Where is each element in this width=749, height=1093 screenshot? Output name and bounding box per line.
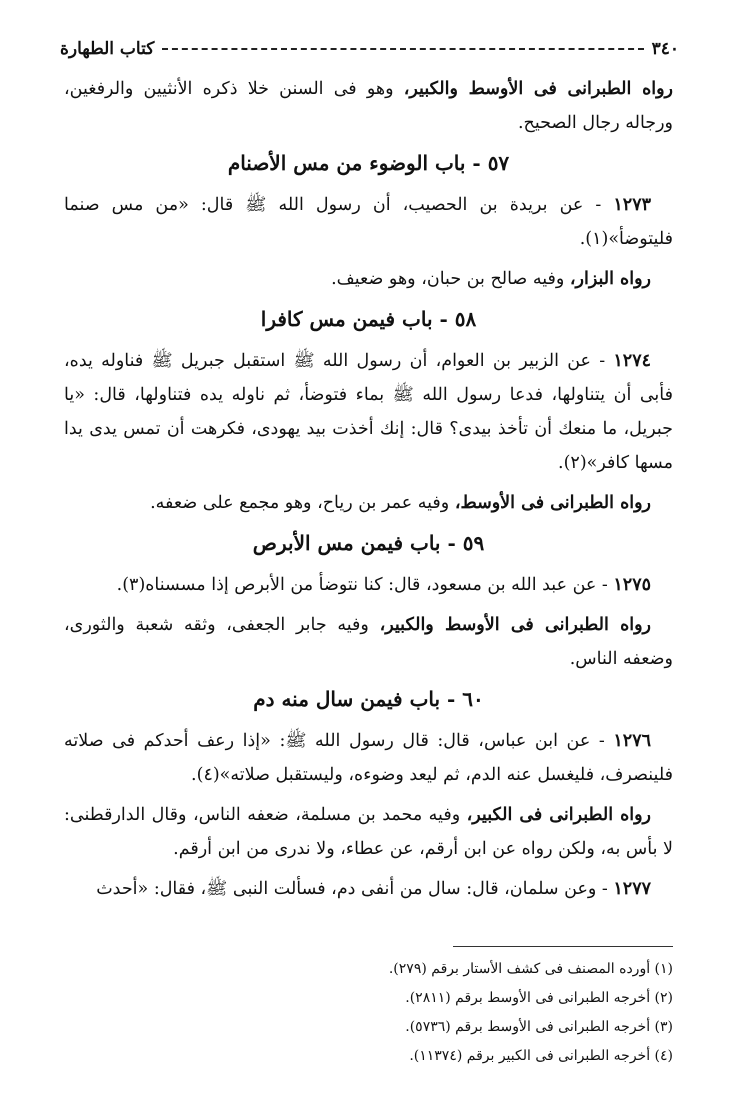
page-number: ٣٤٠ xyxy=(651,39,679,59)
narration-text: وفيه محمد بن مسلمة، ضعفه الناس، وقال الدارقطنى: لا بأس به، ولكن رواه عن ابن أرقم، عن عطاء، ولا ندرى من ابن أرقم. xyxy=(64,805,673,859)
footnote-1: (١) أورده المصنف فى كشف الأستار برقم (٢٧٩). xyxy=(388,961,673,977)
narration-source: رواه الطبرانى فى الأوسط، xyxy=(454,493,651,513)
chapter-heading-58: ٥٨ - باب فيمن مس كافرا xyxy=(260,307,477,331)
book-title: كتاب الطهارة xyxy=(60,39,155,59)
footnote-2: (٢) أخرجه الطبرانى فى الأوسط برقم (٢٨١١). xyxy=(405,990,673,1006)
page-header xyxy=(60,34,679,64)
hadith-number: ١٢٧٤ xyxy=(613,351,651,371)
hadith-number: ١٢٧٣ xyxy=(613,195,651,215)
hadith-text: - وعن سلمان، قال: سال من أنفى دم، فسألت النبى ﷺ، فقال: «أحدث xyxy=(96,879,614,899)
hadith-1277 xyxy=(64,872,673,906)
narration-paragraph xyxy=(64,486,673,520)
hadith-text: - عن الزبير بن العوام، أن رسول الله ﷺ استقبل جبريل ﷺ فناوله يده، فأبى أن يتناولها، فدعا رسول الله ﷺ بماء فتوضأ، ثم ناوله يده فتناولها، قال: «يا جبريل، ما منعك أن تأخذ بيدى؟ قال: إنك أخذت بيد يهودى، فكرهت أن تمس يدى يدا مسها كافر»(٢). xyxy=(64,351,673,473)
narration-text: وفيه عمر بن رياح، وهو مجمع على ضعفه. xyxy=(150,493,455,513)
chapter-heading-59: ٥٩ - باب فيمن مس الأبرص xyxy=(252,531,485,555)
chapter-heading-57: ٥٧ - باب الوضوء من مس الأصنام xyxy=(227,151,510,175)
narration-source: رواه الطبرانى فى الكبير، xyxy=(466,805,651,825)
narration-text: وفيه جابر الجعفى، وثقه شعبة والثورى، وضعفه الناس. xyxy=(64,615,673,669)
footnote-4: (٤) أخرجه الطبرانى فى الكبير برقم (١١٣٧٤). xyxy=(409,1048,673,1064)
narration-text: وفيه صالح بن حبان، وهو ضعيف. xyxy=(331,269,570,289)
hadith-text: - عن عبد الله بن مسعود، قال: كنا نتوضأ من الأبرص إذا مسسناه(٣). xyxy=(116,575,614,595)
narration-source: رواه الطبرانى فى الأوسط والكبير، xyxy=(379,615,651,635)
narration-text: وهو فى السنن خلا ذكره الأنثيين والرفغين، ورجاله رجال الصحيح. xyxy=(64,79,673,133)
chapter-heading-60: ٦٠ - باب فيمن سال منه دم xyxy=(253,687,484,711)
hadith-number: ١٢٧٥ xyxy=(613,575,651,595)
page-body xyxy=(64,72,673,912)
hadith-number: ١٢٧٧ xyxy=(613,879,651,899)
narration-paragraph xyxy=(64,798,673,866)
hadith-1274 xyxy=(64,344,673,480)
header-divider xyxy=(162,48,643,50)
hadith-1276 xyxy=(64,724,673,792)
narration-source: رواه الطبرانى فى الأوسط والكبير، xyxy=(403,79,673,99)
narration-paragraph xyxy=(64,72,673,140)
narration-paragraph xyxy=(64,608,673,676)
hadith-text: - عن بريدة بن الحصيب، أن رسول الله ﷺ قال: «من مس صنما فليتوضأ»(١). xyxy=(64,195,673,249)
narration-paragraph xyxy=(64,262,673,296)
narration-source: رواه البزار، xyxy=(569,269,651,289)
footnote-rule xyxy=(453,946,673,947)
footnote-3: (٣) أخرجه الطبرانى فى الأوسط برقم (٥٧٣٦). xyxy=(405,1019,673,1035)
footnotes xyxy=(64,946,673,1071)
hadith-number: ١٢٧٦ xyxy=(613,731,651,751)
hadith-1275 xyxy=(64,568,673,602)
hadith-1273 xyxy=(64,188,673,256)
hadith-text: - عن ابن عباس، قال: قال رسول الله ﷺ: «إذا رعف أحدكم فى صلاته فلينصرف، فليغسل عنه الدم، ثم ليعد وضوءه، وليستقبل صلاته»(٤). xyxy=(64,731,673,785)
